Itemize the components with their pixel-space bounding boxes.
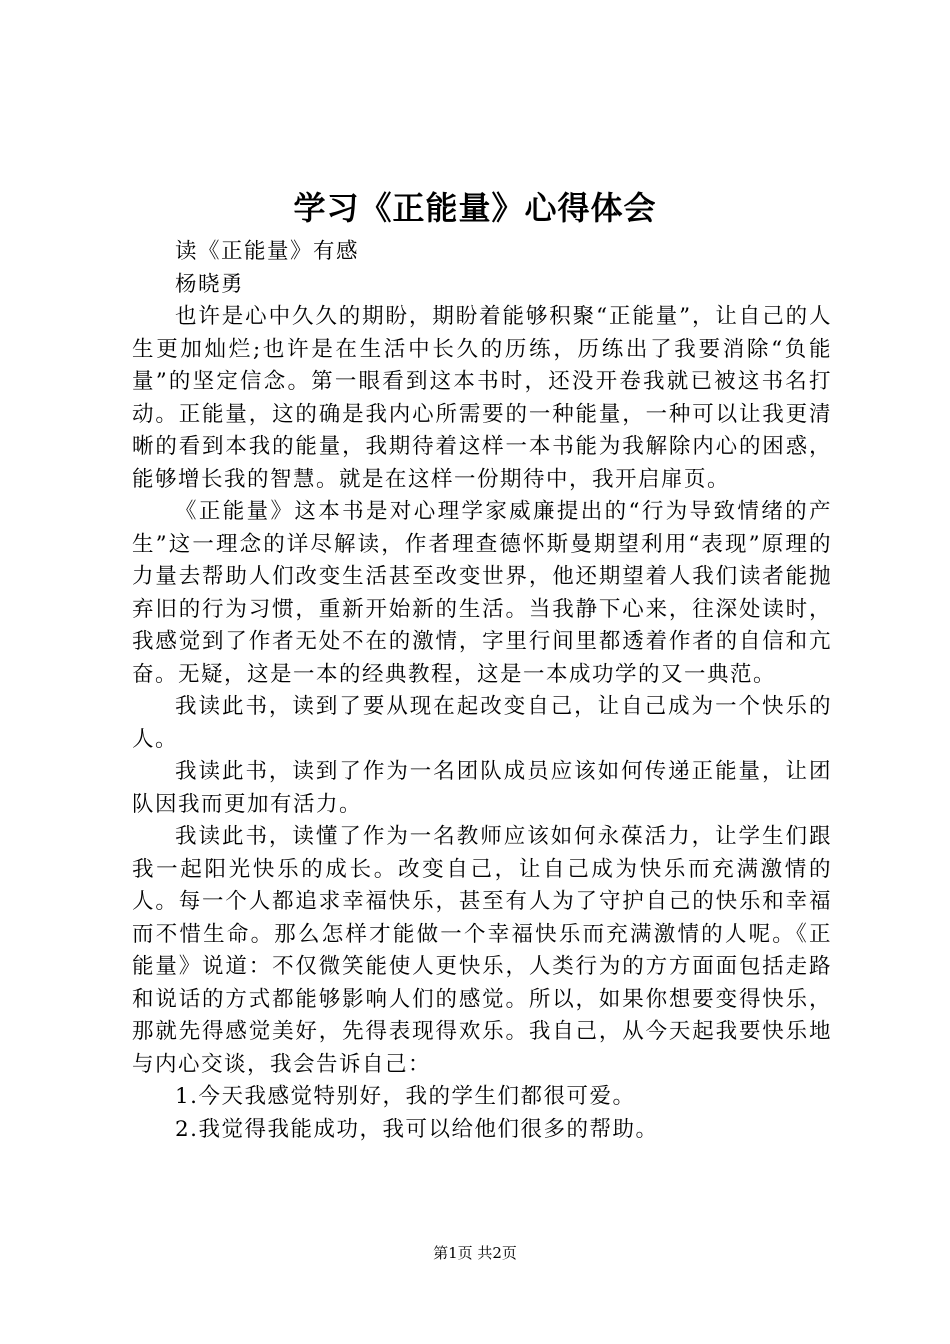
page-number-footer: 第1页 共2页 [433, 1244, 517, 1262]
list-item-paragraph: 1.今天我感觉特别好，我的学生们都很可爱。 [175, 1084, 636, 1109]
document-body [132, 236, 832, 1146]
list-item-paragraph: 2.我觉得我能成功，我可以给他们很多的帮助。 [175, 1116, 659, 1142]
document-title: 学习《正能量》心得体会 [293, 189, 657, 227]
body-paragraph: 也许是心中久久的期盼，期盼着能够积聚“正能量”，让自己的人生更加灿烂;也许是在生活中长久的历练，历练出了我要消除“负能量”的坚定信念。第一眼看到这本书时，还没开卷我就已被这书名打动。正能量，这的确是我内心所需要的一种能量，一种可以让我更清晰的看到本我的能量，我期待着这样一本书能为我解除内心的困惑，能够增长我的智慧。就是在这样一份期待中，我开启扉页。 [132, 304, 832, 492]
author-paragraph: 杨晓勇 [175, 271, 245, 297]
body-paragraph: 我读此书，读到了要从现在起改变自己，让自己成为一个快乐的人。 [132, 694, 832, 752]
body-paragraph: 我读此书，读到了作为一名团队成员应该如何传递正能量，让团队因我而更加有活力。 [132, 759, 832, 817]
subtitle-paragraph: 读《正能量》有感 [175, 239, 360, 264]
body-paragraph: 我读此书，读懂了作为一名教师应该如何永葆活力，让学生们跟我一起阳光快乐的成长。改变自己，让自己成为快乐而充满激情的人。每一个人都追求幸福快乐，甚至有人为了守护自己的快乐和幸福而不惜生命。那么怎样才能做一个幸福快乐而充满激情的人呢。《正能量》说道：不仅微笑能使人更快乐，人类行为的方方面面包括走路和说话的方式都能够影响人们的感觉。所以，如果你想要变得快乐，那就先得感觉美好，先得表现得欢乐。我自己，从今天起我要快乐地与内心交谈，我会告诉自己： [132, 824, 832, 1077]
body-paragraph: 《正能量》这本书是对心理学家威廉提出的“行为导致情绪的产生”这一理念的详尽解读，作者理查德怀斯曼期望利用“表现”原理的力量去帮助人们改变生活甚至改变世界，他还期望着人我们读者能抛弃旧的行为习惯，重新开始新的生活。当我静下心来，往深处读时，我感觉到了作者无处不在的激情，字里行间里都透着作者的自信和亢奋。无疑，这是一本的经典教程，这是一本成功学的又一典范。 [132, 499, 832, 687]
